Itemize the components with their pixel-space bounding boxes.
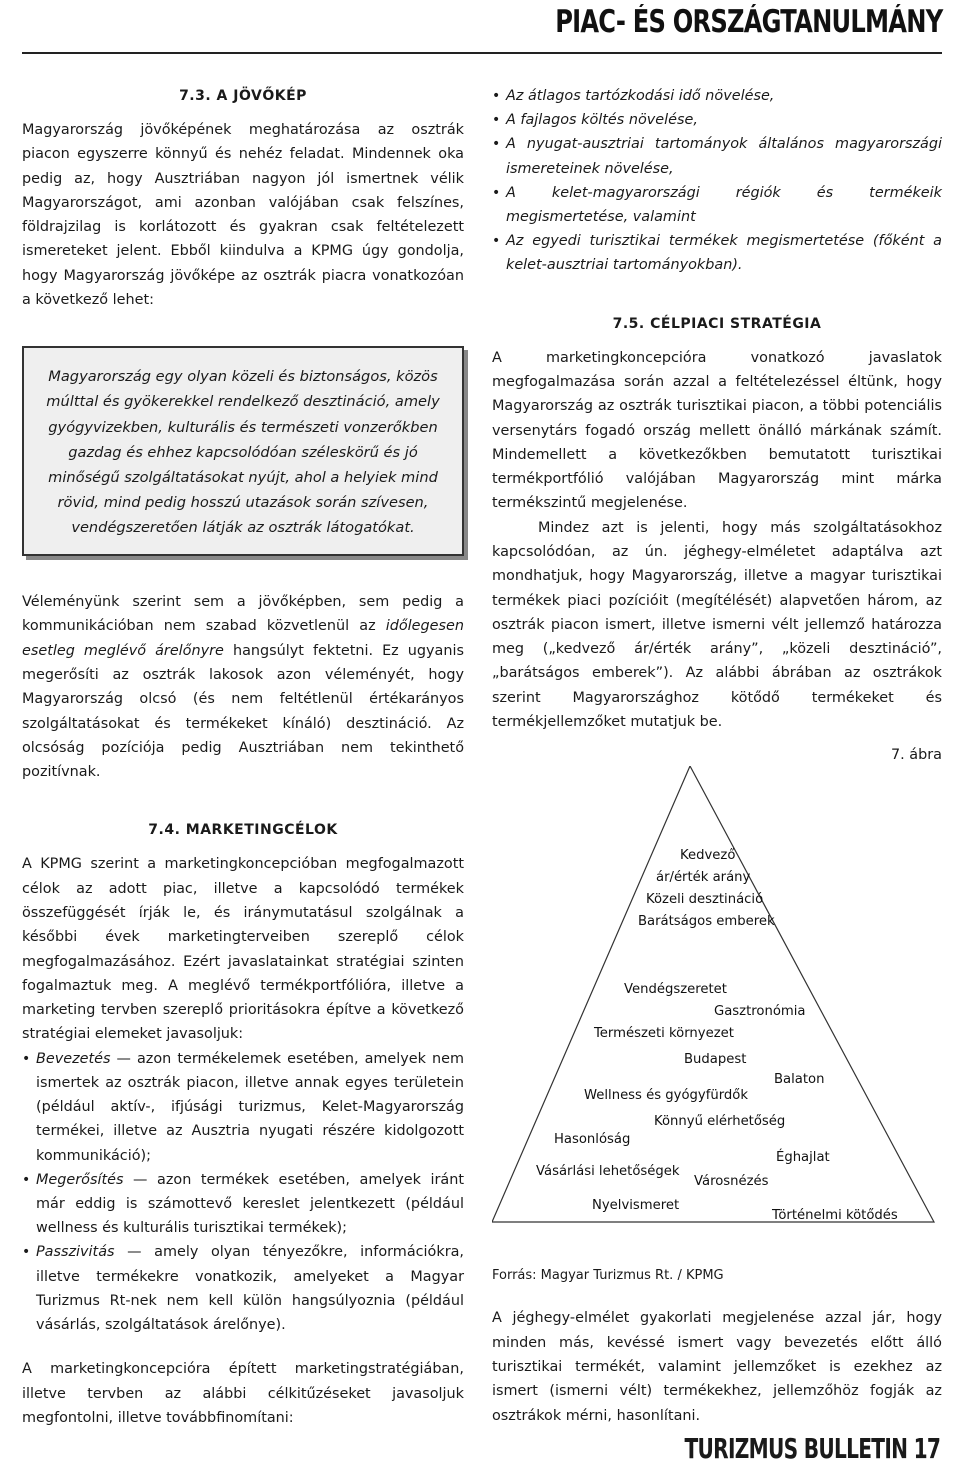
vision-quote-box: Magyarország egy olyan közeli és biztonságos, közös múlttal és gyökerekkel rendelkező desztináció, amely gyógyvizekben, kulturális és természeti vonzerőkben gazdag és ehhez kapcsolódóan széleskörű és jó minőségű szolgáltatásokat nyújt, ahol a helyiek mind rövid, mind pedig hosszú utazások során szívesen, vendégszeretően látják az osztrák látogatókat. [22, 346, 464, 556]
pyramid-top-label: Közeli desztináció [646, 892, 764, 908]
marketingstrategia-paragraph: A marketingkoncepcióra épített marketingstratégiában, illetve tervben az alábbi célkitűzéseket javasoljuk megfontolni, illetve továbbfinomítani: [22, 1361, 464, 1426]
bullet-term: Passzivitás [36, 1244, 115, 1261]
pyramid-item: Wellness és gyógyfürdők [584, 1088, 748, 1104]
jovokep-paragraph: Magyarország jövőképének meghatározása az osztrák piacon egyszerre könnyű és nehéz feladat. Mindennek oka pedig az, hogy Ausztriában nagyon jól ismertnek vélik Magyarországot, ami azonban valójában csak felszínes, földrajzilag is korlátozott és gyakran csak feltételezett ismereteket jelent. Ebből kiindulva a KPMG úgy gondolja, hogy Magyarország jövőképe az osztrák piacra vonatkozóan a következő lehet: [22, 122, 464, 309]
running-header: PIAC- ÉS ORSZÁGTANULMÁNY [554, 4, 942, 40]
list-item: • A fajlagos költés növelése, [492, 108, 942, 132]
bullet-text: — azon termékelemek esetében, amelyek nem ismertek az osztrák piacon, illetve annak egyes területein (például aktív-, ifjúsági turizmus, Kelet-Magyarország termékei, illetve az Ausztria nyugati részére kidolgozott kommunikáció); [36, 1050, 464, 1164]
closing-paragraph: A jéghegy-elmélet gyakorlati megjelenése azzal jár, hogy minden más, kevéssé ismert vagy bevezetés előtt álló turisztikai termékét, valamint jellemzőket is ezekhez az ismert (ismerni vélt) termékekhez, jellemzőhöz fogják az osztrákok mérni, hasonlítani. [492, 1310, 942, 1424]
pyramid-item: Városnézés [694, 1174, 769, 1190]
iceberg-pyramid-figure [492, 766, 942, 1266]
marketingcelok-paragraph: A KPMG szerint a marketingkoncepcióban megfogalmazott célok az adott piac, illetve a kapcsolódó termékek összefüggését írják le, és iránymutatásul szolgálnak a későbbi évek marketingterveiben szereplő célok megfogalmazásához. Ezért javaslatainkat stratégiai szinten fogalmaztuk meg. A meglévő termékportfólióra, illetve a marketing tervben szereplő prioritásokra építve a következő stratégiai elemeket javasoljuk: [22, 856, 464, 1043]
pyramid-item: Természeti környezet [594, 1026, 734, 1042]
pyramid-item: Vásárlási lehetőségek [536, 1164, 680, 1180]
bullet-text: — azon termékek esetében, amelyek iránt már eddig is számottevő kereslet jelentkezett (például wellness és kulturális turisztikai termékek); [36, 1171, 464, 1237]
celpiaci-paragraph-1: A marketingkoncepcióra vonatkozó javaslatok megfogalmazása során azzal a feltételezéssel éltünk, hogy Magyarország az osztrák turisztikai piacon, a többi potenciális versenytárs fogadó ország mellett önálló márkának számít. Mindemellett a következőkben bemutatott turisztikai termékportfólió valójában Magyarország mint márka termékszintű megjelenése. [492, 349, 942, 512]
pyramid-item: Budapest [684, 1052, 747, 1068]
opinion-emphasis: időlegesen esetleg meglévő árelőnyre [22, 618, 464, 659]
pyramid-item: Nyelvismeret [592, 1198, 680, 1214]
opinion-text-a: Véleményünk szerint sem a jövőképben, sem pedig a kommunikációban nem szabad közvetlenül az [22, 594, 464, 635]
bullet-term: Bevezetés [36, 1050, 111, 1067]
section-heading-marketingcelok: 7.4. MARKETINGCÉLOK [148, 822, 338, 839]
goal-bullet-list [492, 84, 942, 278]
opinion-text-c: hangsúlyt fektetni. Ez ugyanis megerősíti az osztrák lakosok azon véleményét, hogy Magyarország olcsó (és nem feltétlenül értékarányos szolgáltatásokat és termékeket kínáló) desztináció. Az olcsóság pozíciója pedig Ausztriában nem tekinthető pozitívnak. [22, 642, 464, 781]
list-item: • A kelet-magyarországi régiók és termékeik megismertetése, valamint [492, 181, 942, 229]
opinion-paragraph [22, 590, 464, 784]
list-item: • Az átlagos tartózkodási idő növelése, [492, 84, 942, 108]
pyramid-item: Éghajlat [776, 1150, 830, 1166]
pyramid-item: Hasonlóság [554, 1132, 631, 1148]
pyramid-top-label: Kedvező [680, 848, 736, 864]
pyramid-item: Történelmi kötődés [772, 1208, 898, 1224]
right-column [492, 84, 942, 1428]
list-item [22, 1047, 464, 1168]
section-heading-celpiaci: 7.5. CÉLPIACI STRATÉGIA [612, 315, 822, 332]
figure-source: Forrás: Magyar Turizmus Rt. / KPMG [492, 1268, 724, 1284]
bullet-text: — amely olyan tényezőkre, információkra, illetve termékekre vonatkozik, amelyeket a Magyar Turizmus Rt-nek nem kell külön hangsúlyoznia (például vásárlás, szolgáltatások árelőnye). [36, 1244, 464, 1334]
list-item [22, 1168, 464, 1241]
pyramid-item: Vendégszeretet [624, 982, 727, 998]
figure-label: 7. ábra [891, 747, 942, 764]
celpiaci-paragraph-2: Mindez azt is jelenti, hogy más szolgáltatásokhoz kapcsolódóan, az ún. jéghegy-elméletet adaptálva azt mondhatjuk, hogy Magyarország, illetve a magyar turisztikai termékek piaci pozícióit (megítélését) alapvetően három, az osztrák piacon ismert, illetve ismerni vélt jellemző határozza meg („kedvező ár/érték arány”, „közeli desztináció”, „barátságos emberek”). Az alábbi ábrában az osztrákok szerint Magyarországhoz kötődő termékeket és termékjellemzőket mutatjuk be. [492, 519, 942, 731]
strategy-bullet-list [22, 1047, 464, 1337]
list-item: • Az egyedi turisztikai termékek megismertetése (főként a kelet-ausztriai tartományokban). [492, 229, 942, 277]
running-footer: TURIZMUS BULLETIN 17 [684, 1432, 940, 1465]
pyramid-item: Könnyű elérhetőség [654, 1114, 786, 1130]
pyramid-top-label: ár/érték arány [656, 870, 751, 886]
list-item [22, 1240, 464, 1337]
pyramid-top-label: Barátságos emberek [638, 914, 775, 930]
pyramid-item: Gasztronómia [714, 1004, 806, 1020]
list-item: • A nyugat-ausztriai tartományok általános magyarországi ismereteinek növelése, [492, 132, 942, 180]
left-column [22, 84, 464, 1430]
pyramid-item: Balaton [774, 1072, 825, 1088]
section-heading-jovokep: 7.3. A JÖVŐKÉP [179, 88, 307, 104]
header-rule [22, 52, 942, 54]
bullet-term: Megerősítés [36, 1171, 124, 1188]
